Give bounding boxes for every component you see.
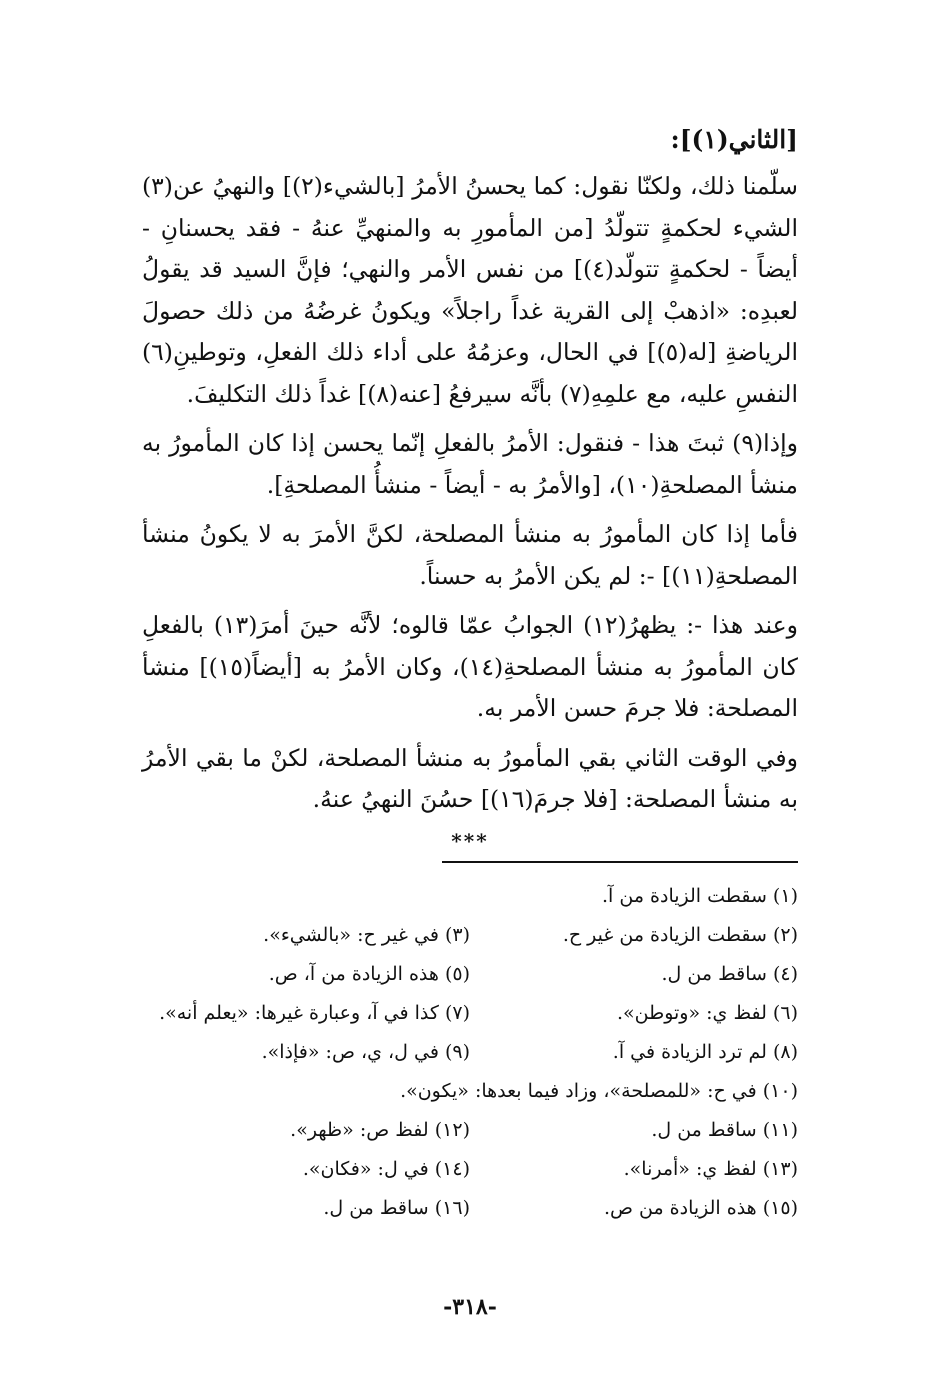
footnotes <box>142 877 798 1228</box>
footnote-5: (٥) هذه الزيادة من آ، ص. <box>268 962 470 985</box>
paragraph-2: وإذا(٩) ثبتَ هذا - فنقول: الأمرُ بالفعلِ إنّما يحسن إذا كان المأمورُ به منشأ المصلحةِ(١٠)، [والأمرُ به - أيضاً - منشأُ المصلحةِ]. <box>142 429 798 499</box>
footnote-12: (١٢) لفظ ص: «ظهر». <box>290 1118 470 1141</box>
footnote-6: (٦) لفظ ي: «وتوطن». <box>616 1001 798 1024</box>
section-separator: *** <box>451 828 489 853</box>
footnote-row <box>142 1189 798 1228</box>
paragraph-4: وعند هذا -: يظهرُ(١٢) الجوابُ عمّا قالوه؛ لأنَّه حينَ أمرَ(١٣) بالفعلِ كان المأمورُ به منشأ المصلحةِ(١٤)، وكان الأمرُ به [أيضاً(١٥)] منشأ المصلحة: فلا جرمَ حسن الأمر به. <box>142 611 799 722</box>
footnote-4: (٤) ساقط من ل. <box>661 962 798 985</box>
paragraph-1: سلّمنا ذلك، ولكنّا نقول: كما يحسنُ الأمرُ [بالشيء(٢)] والنهيُ عن(٣) الشيء لحكمةٍ تتولّدُ [من المأمورِ به والمنهيِّ عنهُ - فقد يحسنانِ - أيضاً - لحكمةٍ تتولّد(٤)] من نفس الأمر والنهي؛ فإنَّ السيد قد يقولُ لعبدِه: «اذهبْ إلى القرية غداً راجلاً» ويكونُ غرضُهُ من ذلك حصولَ الرياضةِ [له(٥)] في الحال، وعزمُهُ على أداء ذلك الفعلِ، وتوطينِ(٦) النفسِ عليه، مع علمِهِ(٧) بأنَّه سيرفعُ [عنه(٨)] غداً ذلك التكليفَ. <box>142 172 798 408</box>
paragraph-5: وفي الوقت الثاني بقي المأمورُ به منشأ المصلحة، لكنْ ما بقي الأمرُ به منشأ المصلحة: [فلا جرمَ(١٦)] حسُنَ النهيُ عنهُ. <box>142 743 798 813</box>
footnote-2: (٢) سقطت الزيادة من غير ح. <box>562 923 798 946</box>
paragraph-3: فأما إذا كان المأمورُ به منشأ المصلحة، لكنَّ الأمرَ به لا يكونُ منشأ المصلحةِ(١١)] -: لم يكن الأمرُ به حسناً. <box>142 520 798 590</box>
footnote-row <box>142 994 798 1033</box>
footnote-10: (١٠) في ح: «للمصلحة»، وزاد فيما بعدها: «يكون». <box>400 1079 798 1102</box>
footnote-3: (٣) في غير ح: «بالشيء». <box>263 923 470 946</box>
footnote-1: (١) سقطت الزيادة من آ. <box>602 884 798 907</box>
footnote-14: (١٤) في ل: «فكان». <box>302 1157 470 1180</box>
footnote-row <box>142 1150 798 1189</box>
footnote-9: (٩) في ل، ي، ص: «فإذا». <box>261 1040 470 1063</box>
footnote-16: (١٦) ساقط من ل. <box>323 1196 470 1219</box>
book-page <box>142 118 798 1338</box>
footnote-7: (٧) كذا في آ، وعبارة غيرها: «يعلم أنه». <box>159 1001 470 1024</box>
footnote-15: (١٥) هذه الزيادة من ص. <box>603 1196 798 1219</box>
footnote-row <box>142 955 798 994</box>
footnote-13: (١٣) لفظ ي: «أمرنا». <box>623 1157 798 1180</box>
footnote-row <box>142 1072 798 1111</box>
footnote-row <box>142 1111 798 1150</box>
footnote-11: (١١) ساقط من ل. <box>651 1118 798 1141</box>
footnote-rule <box>442 861 798 863</box>
page-number: -٣١٨- <box>443 1294 497 1320</box>
footnote-8: (٨) لم ترد الزيادة في آ. <box>612 1040 798 1063</box>
footnote-row <box>142 916 798 955</box>
footnote-row <box>142 877 798 916</box>
footnote-row <box>142 1033 798 1072</box>
section-heading: [الثاني(١)]: <box>670 125 798 154</box>
